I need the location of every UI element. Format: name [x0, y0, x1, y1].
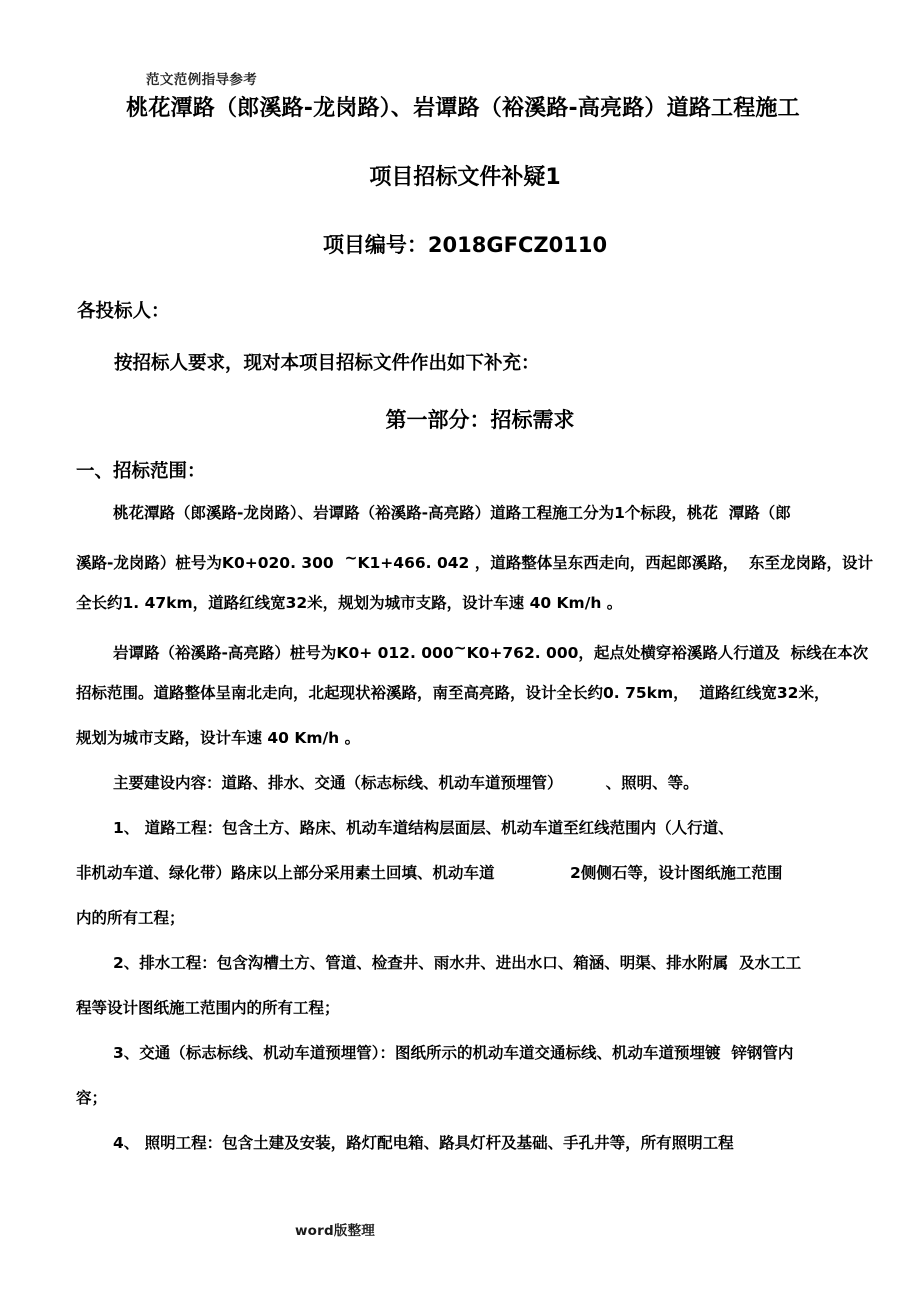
text-line: 招标范围。道路整体呈南北走向，北起现状裕溪路，南至高亮路，设计全长约0. 75km， 道路红线宽32米，	[76, 684, 830, 702]
document-title-line-2: 项目招标文件补疑1	[369, 165, 561, 190]
text-line: 非机动车道、绿化带）路床以上部分采用素土回填、机动车道 2侧侧石等，设计图纸施工范围	[76, 864, 783, 882]
paragraph-item-2-drainage-works	[76, 948, 866, 1038]
intro-paragraph: 按招标人要求，现对本项目招标文件作出如下补充：	[114, 353, 540, 374]
part-heading: 第一部分：招标需求	[385, 408, 575, 432]
salutation: 各投标人：	[77, 301, 170, 322]
body-paragraph-flow	[76, 498, 873, 1173]
title-block	[0, 92, 920, 261]
paragraph-scope-road-1	[76, 498, 873, 633]
text-line: 规划为城市支路，设计车速 40 Km/h 。	[76, 729, 361, 747]
paragraph-main-content	[76, 768, 866, 813]
paragraph-item-3-traffic-works	[76, 1038, 866, 1128]
footer-watermark: word版整理	[295, 1223, 375, 1239]
text-line: 内的所有工程；	[76, 909, 185, 927]
text-line: 桃花潭路（郎溪路-龙岗路）、岩谭路（裕溪路-高亮路）道路工程施工分为1个标段，桃花 潭路（郎	[113, 504, 791, 522]
text-line: 全长约1. 47km，道路红线宽32米，规划为城市支路，设计车速 40 Km/h 。	[76, 594, 623, 612]
paragraph-scope-road-2	[76, 633, 869, 768]
text-line: 4、 照明工程：包含土建及安装，路灯配电箱、路具灯杆及基础、手孔井等，所有照明工程	[113, 1134, 734, 1152]
text-line: 岩谭路（裕溪路-高亮路）桩号为K0+ 012. 000~K0+762. 000，起点处横穿裕溪路人行道及 标线在本次	[76, 633, 866, 678]
tilde-range-glyph: ~	[453, 639, 467, 657]
header-watermark: 范文范例指导参考	[146, 72, 258, 88]
text-line: 容；	[76, 1089, 108, 1107]
paragraph-item-1-road-works	[76, 813, 866, 948]
text-line: 主要建设内容：道路、排水、交通（标志标线、机动车道预埋管） 、照明、等。	[113, 774, 699, 792]
project-number: 项目编号：2018GFCZ0110	[322, 233, 608, 257]
text-line: 3、交通（标志标线、机动车道预埋管）：图纸所示的机动车道交通标线、机动车道预埋镀 锌钢管内	[113, 1044, 794, 1062]
tilde-range-glyph: ~	[344, 549, 358, 567]
text-line: 溪路-龙岗路）桩号为K0+020. 300 ~K1+466. 042 ，道路整体呈东西走向，西起郎溪路， 东至龙岗路，设计	[76, 543, 866, 588]
text-line: 程等设计图纸施工范围内的所有工程；	[76, 999, 340, 1017]
paragraph-item-4-lighting-works	[76, 1128, 866, 1173]
section-heading-scope: 一、招标范围：	[76, 461, 206, 482]
text-line: 1、 道路工程：包含土方、路床、机动车道结构层面层、机动车道至红线范围内（人行道、	[113, 819, 734, 837]
text-line: 2、排水工程：包含沟槽土方、管道、检查井、雨水井、进出水口、箱涵、明渠、排水附属 及水工工	[113, 954, 802, 972]
document-title-line-1: 桃花潭路（郎溪路-龙岗路）、岩谭路（裕溪路-高亮路）道路工程施工	[126, 96, 800, 121]
